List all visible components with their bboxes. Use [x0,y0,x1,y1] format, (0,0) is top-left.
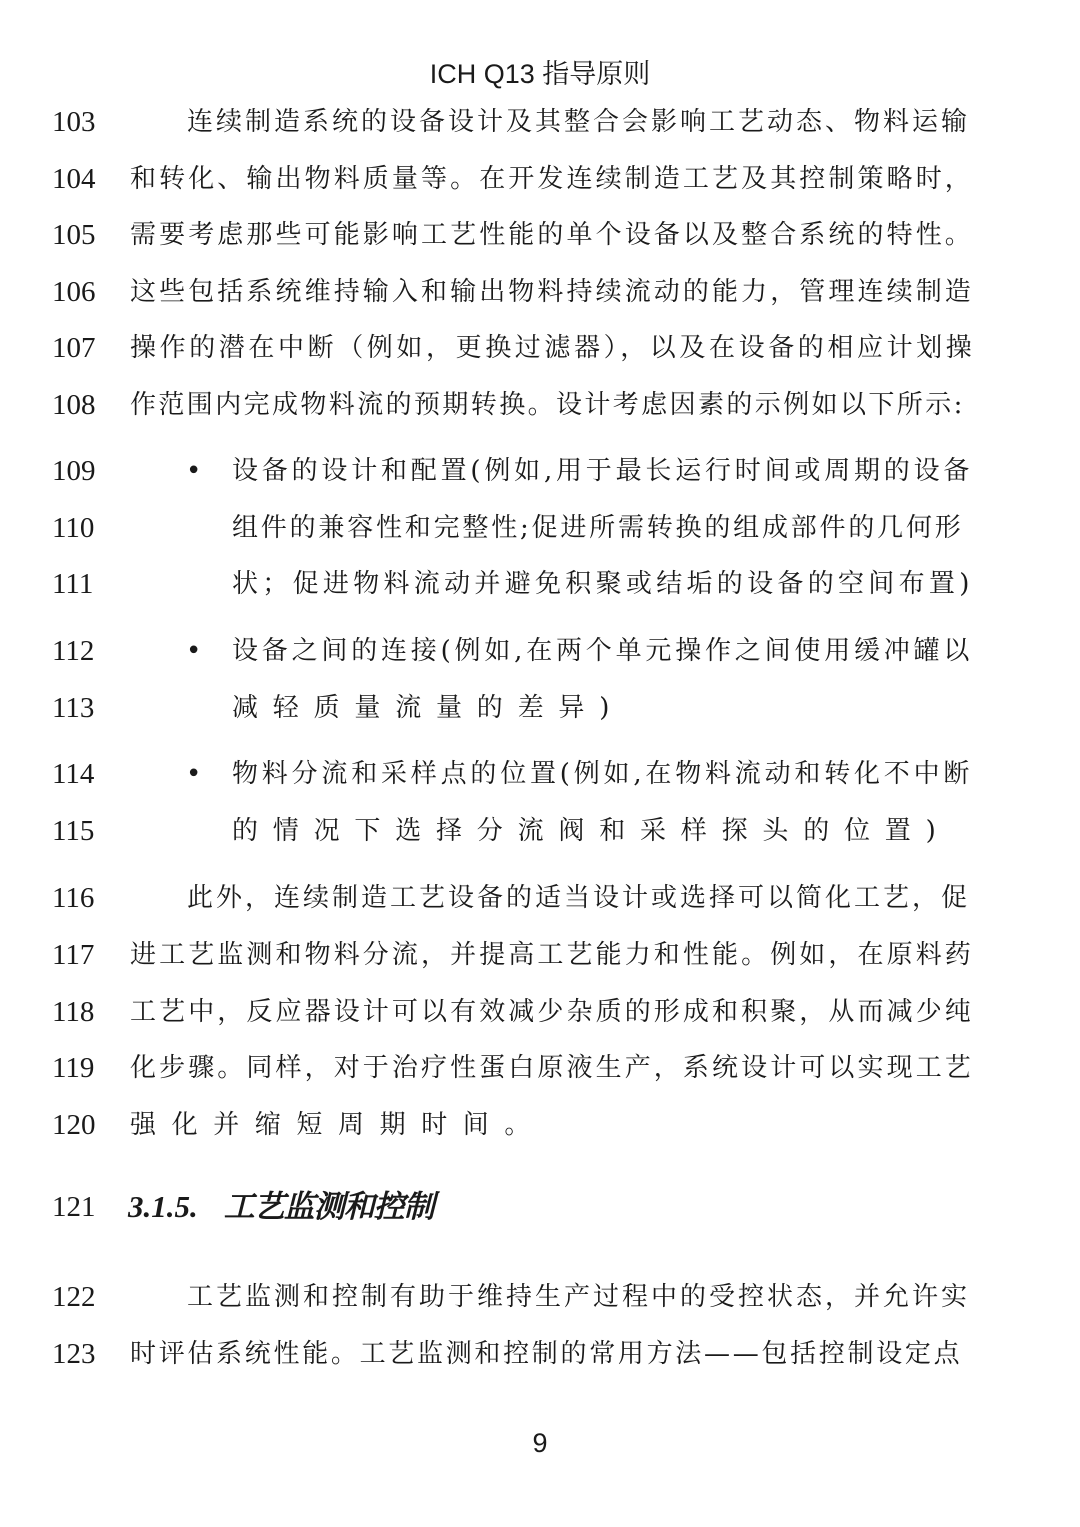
line-number: 103 [52,106,96,138]
bullet-line [0,564,1080,604]
line-number: 120 [52,1109,96,1141]
bullet-line [0,688,1080,728]
section-title: 工艺监测和控制 [223,1189,434,1225]
bullet-line [0,451,1080,491]
text-line [0,385,1080,425]
page-number: 9 [532,1428,548,1458]
line-number: 122 [52,1281,96,1313]
line-number: 113 [52,692,95,724]
line-number: 121 [52,1191,96,1223]
line-number: 105 [52,219,96,251]
line-text: 操作的潜在中断（例如，更换过滤器），以及在设备的相应计划操 [130,333,976,363]
bullet-icon: • [186,636,202,666]
line-number: 112 [52,635,95,667]
bullet-icon: • [186,759,202,789]
line-text: 时评估系统性能。工艺监测和控制的常用方法——包括控制设定点 [130,1339,963,1369]
section-heading [128,1187,434,1227]
text-line [0,215,1080,255]
text-line [0,1277,1080,1317]
line-number: 110 [52,512,95,544]
text-line [0,159,1080,199]
line-number: 115 [52,815,95,847]
text-line [0,992,1080,1032]
text-line [0,935,1080,975]
bullet-line [0,631,1080,671]
section-number: 3.1.5. [128,1189,198,1224]
line-text: 组件的兼容性和完整性;促进所需转换的组成部件的几何形 [232,513,964,543]
line-number: 108 [52,389,96,421]
text-line [0,1048,1080,1088]
text-line [0,1334,1080,1374]
line-number: 119 [52,1052,95,1084]
text-line [0,328,1080,368]
bullet-icon: • [186,456,202,486]
line-number: 114 [52,758,95,790]
document-header: ICH Q13 指导原则 [429,59,651,89]
line-text: 化步骤。同样，对于治疗性蛋白原液生产，系统设计可以实现工艺 [130,1053,974,1083]
line-text: 工艺中，反应器设计可以有效减少杂质的形成和积聚，从而减少纯 [130,997,974,1027]
line-number: 106 [52,276,96,308]
text-line [0,272,1080,312]
line-text: 设备之间的连接(例如,在两个单元操作之间使用缓冲罐以 [232,636,974,666]
line-number: 123 [52,1338,96,1370]
line-number: 107 [52,332,96,364]
line-text: 减轻质量流量的差异) [232,693,625,723]
bullet-line [0,508,1080,548]
bullet-line [0,754,1080,794]
line-number: 116 [52,882,95,914]
line-text: 工艺监测和控制有助于维持生产过程中的受控状态，并允许实 [187,1282,971,1312]
line-text: 这些包括系统维持输入和输出物料持续流动的能力，管理连续制造 [130,277,974,307]
line-number: 109 [52,455,96,487]
line-text: 作范围内完成物料流的预期转换。设计考虑因素的示例如以下所示: [130,390,965,420]
line-text: 状；促进物料流动并避免积聚或结垢的设备的空间布置) [232,569,974,599]
section-heading-line [0,1187,1080,1227]
bullet-line [0,811,1080,851]
line-text: 的情况下选择分流阀和采样探头的位置) [232,816,951,846]
text-line [0,102,1080,142]
text-line [0,1105,1080,1145]
line-text: 连续制造系统的设备设计及其整合会影响工艺动态、物料运输 [187,107,971,137]
line-text: 进工艺监测和物料分流，并提高工艺能力和性能。例如，在原料药 [130,940,974,970]
line-text: 需要考虑那些可能影响工艺性能的单个设备以及整合系统的特性。 [130,220,974,250]
line-number: 118 [52,996,95,1028]
line-text: 设备的设计和配置(例如,用于最长运行时间或周期的设备 [232,456,974,486]
line-text: 物料分流和采样点的位置(例如,在物料流动和转化不中断 [232,759,974,789]
line-text: 强化并缩短周期时间。 [130,1110,547,1140]
line-number: 111 [52,568,94,600]
line-number: 104 [52,163,96,195]
text-line [0,878,1080,918]
line-number: 117 [52,939,95,971]
line-text: 此外，连续制造工艺设备的适当设计或选择可以简化工艺，促 [187,883,971,913]
line-text: 和转化、输出物料质量等。在开发连续制造工艺及其控制策略时， [130,164,974,194]
